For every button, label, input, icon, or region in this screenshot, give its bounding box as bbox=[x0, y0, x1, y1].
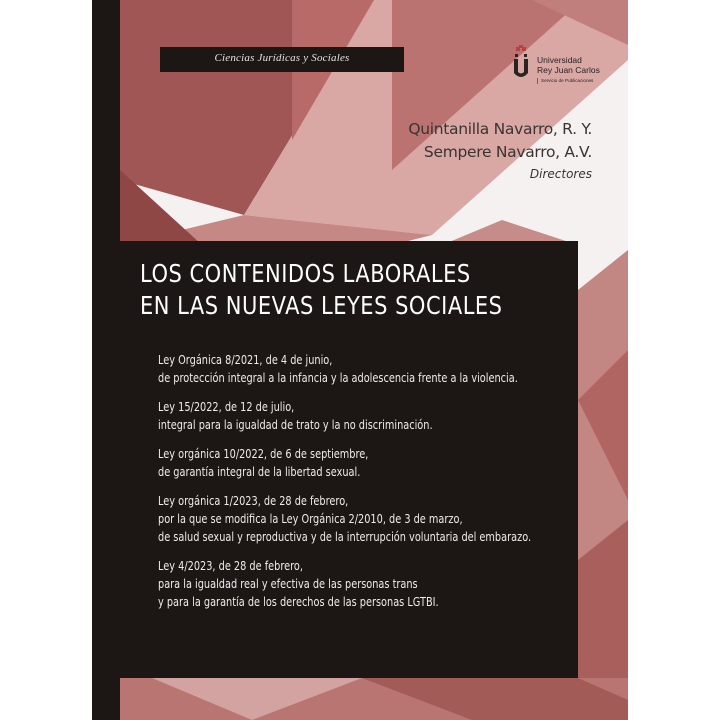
law-entry bbox=[158, 445, 531, 481]
law-line: Ley 15/2022, de 12 de julio, bbox=[158, 400, 295, 414]
book-title bbox=[140, 258, 503, 322]
directors-role: Directores bbox=[529, 167, 592, 181]
director-name: Sempere Navarro, A.V. bbox=[423, 143, 592, 161]
university-crest-icon bbox=[509, 45, 533, 85]
title-line: LOS CONTENIDOS LABORALES bbox=[140, 259, 471, 288]
series-banner bbox=[160, 47, 404, 72]
law-entry bbox=[158, 557, 531, 611]
law-line: Ley Orgánica 8/2021, de 4 de junio, bbox=[158, 353, 333, 367]
law-line: de garantía integral de la libertad sexual. bbox=[158, 465, 361, 479]
directors-block bbox=[408, 118, 592, 184]
title-line: EN LAS NUEVAS LEYES SOCIALES bbox=[140, 291, 503, 320]
law-entry bbox=[158, 351, 531, 387]
law-line: para la igualdad real y efectiva de las personas trans bbox=[158, 577, 418, 591]
law-line: Ley orgánica 10/2022, de 6 de septiembre, bbox=[158, 447, 369, 461]
law-line: Ley orgánica 1/2023, de 28 de febrero, bbox=[158, 494, 349, 508]
law-line: por la que se modifica la Ley Orgánica 2/2010, de 3 de marzo, bbox=[158, 512, 463, 526]
law-line: y para la garantía de los derechos de las personas LGTBI. bbox=[158, 595, 439, 609]
law-entry bbox=[158, 398, 531, 434]
publisher-line-1: Universidad bbox=[537, 55, 582, 65]
publisher-line-2: Rey Juan Carlos bbox=[537, 65, 600, 75]
publisher-line-3: Servicio de Publicaciones bbox=[537, 78, 600, 84]
laws-list bbox=[158, 351, 531, 622]
publisher-name bbox=[537, 55, 600, 84]
series-label: Ciencias Jurídicas y Sociales bbox=[214, 52, 350, 64]
law-line: de protección integral a la infancia y la adolescencia frente a la violencia. bbox=[158, 371, 518, 385]
law-line: Ley 4/2023, de 28 de febrero, bbox=[158, 559, 303, 573]
law-line: de salud sexual y reproductiva y de la interrupción voluntaria del embarazo. bbox=[158, 530, 532, 544]
law-line: integral para la igualdad de trato y la no discriminación. bbox=[158, 418, 433, 432]
left-spine-strip bbox=[92, 0, 120, 720]
director-name: Quintanilla Navarro, R. Y. bbox=[408, 120, 592, 138]
law-entry bbox=[158, 492, 531, 546]
publisher-logo bbox=[509, 45, 619, 97]
book-cover bbox=[92, 0, 628, 720]
